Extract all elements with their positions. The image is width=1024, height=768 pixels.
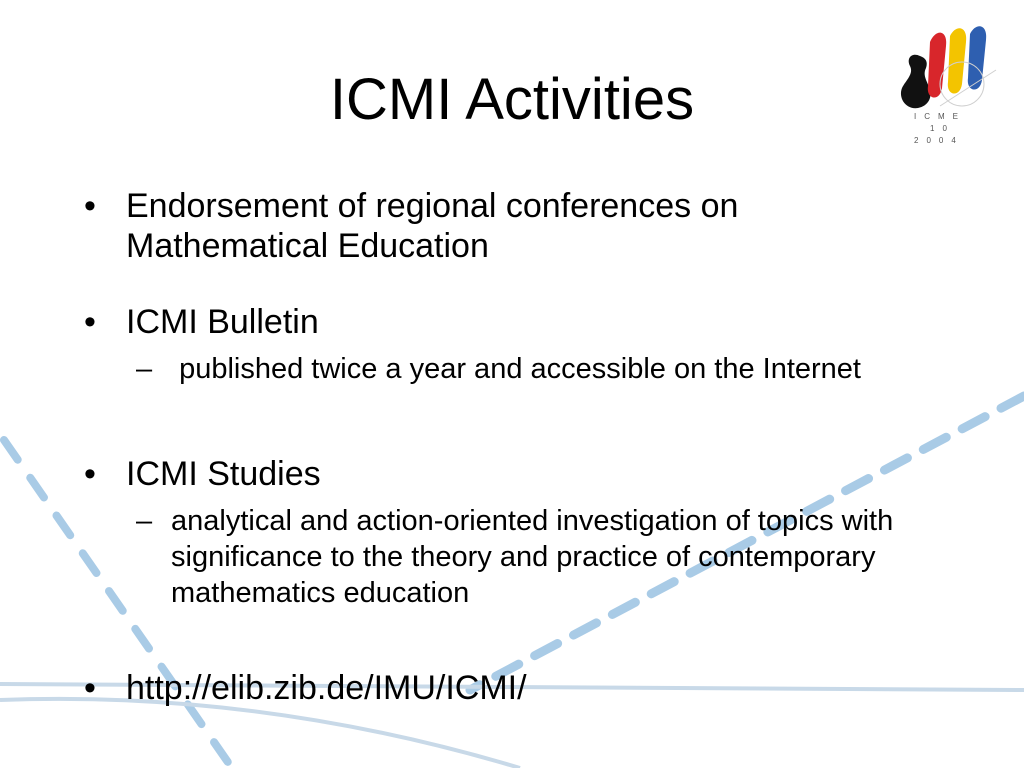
logo-text-line2: 10 [930,124,955,133]
sub-bullet-text: analytical and action-oriented investigation of topics with significance to the theory and practice of contemporary mathematics education [171,505,894,609]
bullet-glyph: • [84,303,96,341]
bullet-text: ICMI Bulletin [126,303,319,341]
logo-text-line1: ICME [914,112,966,121]
bullet-glyph: • [84,187,96,225]
bullet-glyph: • [84,455,96,493]
thin-curve-line [0,699,520,768]
slide-title: ICMI Activities [329,67,695,132]
sub-bullet-text: published twice a year and accessible on the Internet [171,353,861,385]
url-link[interactable]: http://elib.zib.de/IMU/ICMI/ [126,669,527,707]
icme-logo-icon [892,14,1002,154]
bullet-text: ICMI Studies [126,455,321,493]
bullet-glyph: • [84,669,96,707]
bullet-text: Endorsement of regional conferences on Mathematical Education [126,187,739,265]
logo-text-line3: 2004 [914,136,964,145]
dash-glyph: – [136,505,153,537]
dash-glyph: – [136,353,153,385]
